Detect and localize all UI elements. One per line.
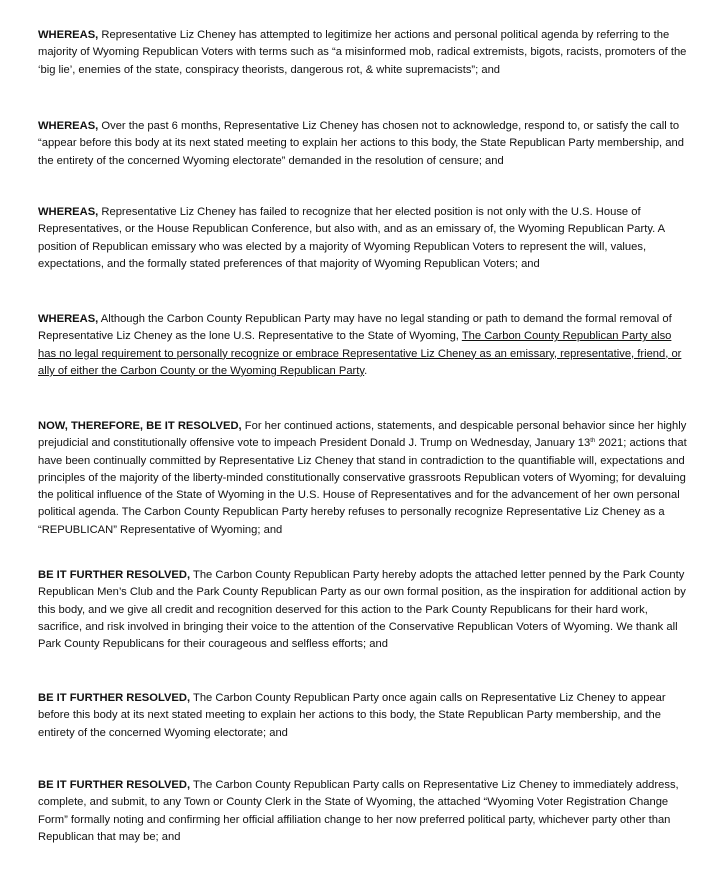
paragraph-lead: WHEREAS,	[38, 206, 99, 218]
paragraph-whereas-2	[38, 118, 688, 170]
paragraph-text: Although the Carbon County Republican Party may have no legal standing or path to demand the formal removal of Representative Liz Cheney as the lone U.S. Representative to the State of Wyoming,	[38, 313, 672, 343]
paragraph-lead: WHEREAS,	[38, 29, 99, 41]
paragraph-text: Representative Liz Cheney has attempted to legitimize her actions and personal political agenda by referring to the majority of Wyoming Republican Voters with terms such as “a misinformed mob, radical extremists, bigots, racists, promoters of the ‘big lie’, enemies of the state, conspiracy theorists, dangerous rot, & white supremacists”; and	[38, 29, 687, 76]
paragraph-text: Representative Liz Cheney has failed to recognize that her elected position is not only with the U.S. House of Representatives, or the House Republican Conference, but also with, and as an emissary of, the Wyoming Republican Party. A position of Republican emissary who was elected by a majority of Wyoming Republican Voters to represent the will, values, expectations, and the formally stated preferences of that majority of Wyoming Republican Voters; and	[38, 206, 665, 270]
paragraph-lead: BE IT FURTHER RESOLVED,	[38, 779, 191, 791]
paragraph-further-resolved-2	[38, 690, 688, 742]
paragraph-lead: BE IT FURTHER RESOLVED,	[38, 569, 191, 581]
paragraph-tail: 2021; actions that have been continually committed by Representative Liz Cheney that stand in contradiction to the quantifiable will, expectations and principles of the majority of the liberty-minded constitutionally conservative grassroots Republican voters of Wyoming; for devaluing the political influence of the State of Wyoming in the U.S. House of Representatives and for the advancement of her own personal political agenda. The Carbon County Republican Party hereby refuses to personally recognize Representative Liz Cheney as a “REPUBLICAN” Representative of Wyoming; and	[38, 437, 687, 536]
paragraph-whereas-4	[38, 311, 688, 380]
paragraph-text: The Carbon County Republican Party once again calls on Representative Liz Cheney to appear before this body at its next stated meeting to explain her actions to this body, the State Republican Party membership, and the entirety of the concerned Wyoming electorate; and	[38, 692, 666, 739]
paragraph-lead: NOW, THEREFORE, BE IT RESOLVED,	[38, 420, 242, 432]
paragraph-whereas-3	[38, 204, 688, 273]
paragraph-underlined-text: The Carbon County Republican Party also has no legal requirement to personally recognize or embrace Representative Liz Cheney as an emissary, representative, friend, or ally of either the Carbon County or the Wyoming Republican Party	[38, 330, 682, 377]
paragraph-lead: WHEREAS,	[38, 313, 99, 325]
paragraph-text: Over the past 6 months, Representative Liz Cheney has chosen not to acknowledge, respond to, or satisfy the call to “appear before this body at its next stated meeting to explain her actions to this body, the State Republican Party membership, and the entirety of the concerned Wyoming electorate” demanded in the resolution of censure; and	[38, 120, 684, 167]
paragraph-further-resolved-1	[38, 567, 688, 653]
paragraph-whereas-1	[38, 27, 688, 79]
paragraph-tail: .	[364, 364, 368, 377]
paragraph-text: For her continued actions, statements, and despicable personal behavior since her highly prejudicial and constitutionally offensive vote to impeach President Donald J. Trump on Wednesday, January 13	[38, 420, 687, 450]
paragraph-now-therefore	[38, 418, 688, 539]
paragraph-text: The Carbon County Republican Party hereby adopts the attached letter penned by the Park County Republican Men’s Club and the Park County Republican Party as our own formal position, as the inspiration for additional action by this body, and we give all credit and recognition deserved for this action to the Park County Republicans for their hard work, sacrifice, and risk involved in bringing their voice to the attention of the Conservative Republican Voters of Wyoming. We thank all Park County Republicans for their courageous and selfless efforts; and	[38, 569, 686, 651]
paragraph-text: The Carbon County Republican Party calls on Representative Liz Cheney to immediately address, complete, and submit, to any Town or County Clerk in the State of Wyoming, the attached “Wyoming Voter Registration Change Form” formally noting and confirming her official affiliation change to her now preferred political party, whichever party other than Republican that may be; and	[38, 779, 679, 843]
paragraph-lead: BE IT FURTHER RESOLVED,	[38, 692, 191, 704]
ordinal-suffix: th	[590, 438, 596, 445]
paragraph-further-resolved-3	[38, 777, 688, 846]
paragraph-lead: WHEREAS,	[38, 120, 99, 132]
